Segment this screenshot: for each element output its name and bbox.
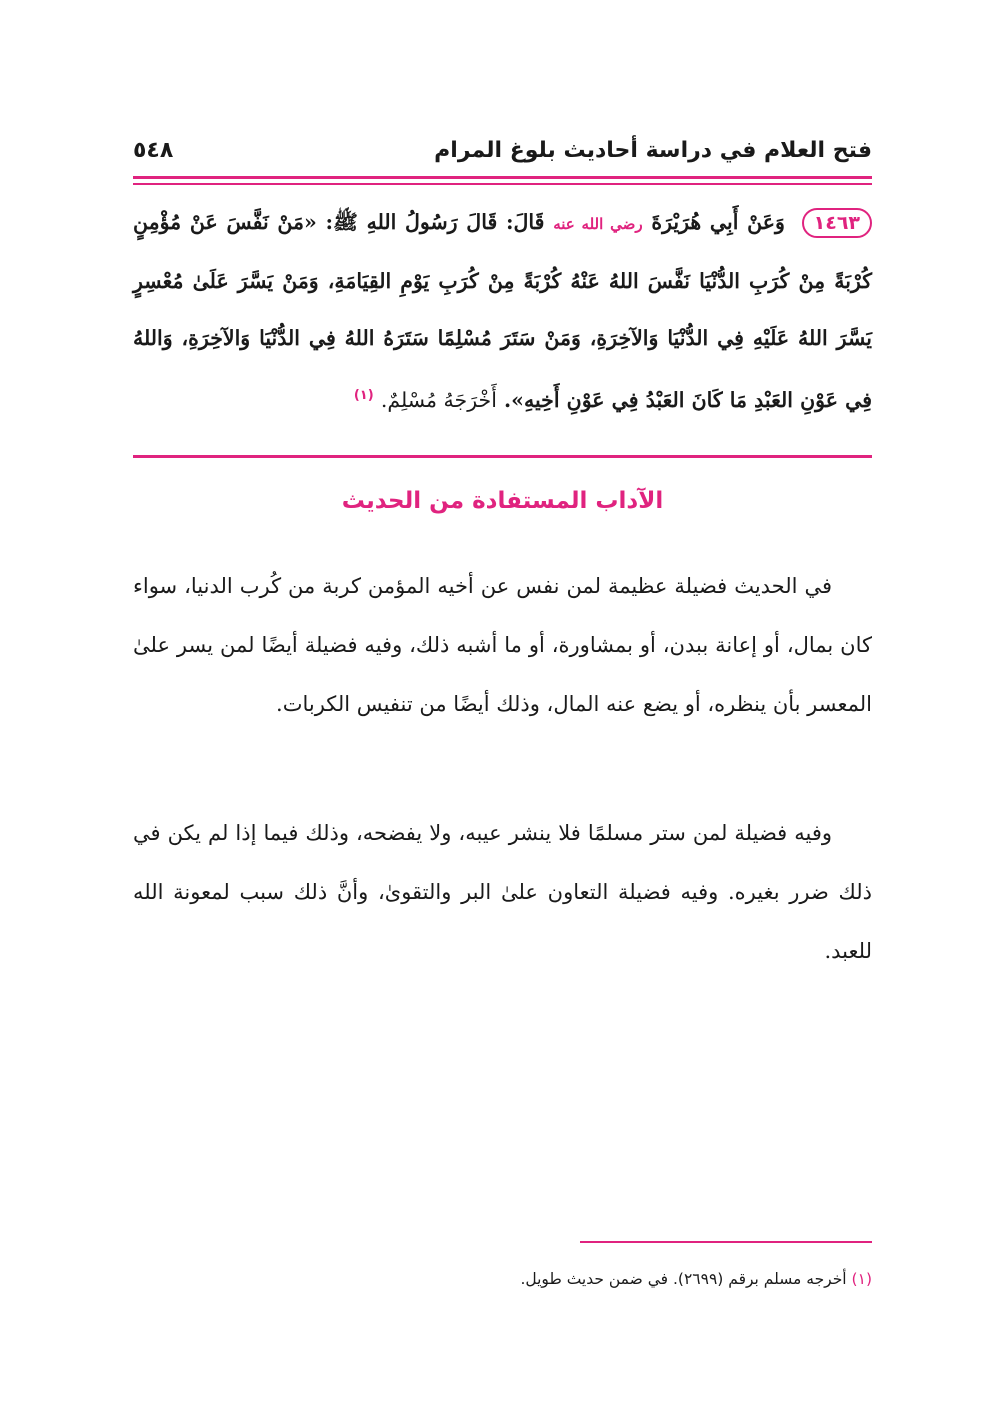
hadith-divider — [133, 455, 872, 458]
hadith-source: أَخْرَجَهُ مُسْلِمٌ. — [380, 387, 497, 412]
honorific-glyph: رضي الله عنه — [553, 215, 643, 233]
section-title: الآداب المستفادة من الحديث — [341, 488, 664, 514]
footnote — [133, 1270, 872, 1288]
hadith-narration-intro: قَالَ: قَالَ رَسُولُ اللهِ ﷺ: — [325, 210, 545, 234]
hadith-text: «مَنْ نَفَّسَ عَنْ مُؤْمِنٍ كُرْبَةً مِنْ كُرَبِ الدُّنْيَا نَفَّسَ اللهُ عَنْهُ كُرْبَةً مِنْ كُرَبِ يَوْمِ القِيَامَةِ، وَمَنْ يَسَّرَ عَلَىٰ مُعْسِرٍ يَسَّرَ اللهُ عَلَيْهِ فِي الدُّنْيَا وَالآخِرَةِ، وَمَنْ سَتَرَ مُسْلِمًا سَتَرَهُ اللهُ فِي الدُّنْيَا وَالآخِرَةِ، وَاللهُ فِي عَوْنِ العَبْدِ مَا كَانَ العَبْدُ فِي عَوْنِ أَخِيهِ». — [133, 210, 872, 412]
footnote-text: أخرجه مسلم برقم (٢٦٩٩). في ضمن حديث طويل. — [520, 1270, 847, 1288]
page-number: ٥٤٨ — [133, 137, 174, 163]
paragraph-1: في الحديث فضيلة عظيمة لمن نفس عن أخيه المؤمن كربة من كُرب الدنيا، سواء كان بمال، أو إعانة ببدن، أو بمشاورة، أو ما أشبه ذلك، وفيه فضيلة أيضًا لمن يسر علىٰ المعسر بأن ينظره، أو يضع عنه المال، وذلك أيضًا من تنفيس الكربات. — [133, 574, 872, 716]
hadith-opening: وَعَنْ أَبِي هُرَيْرَةَ — [651, 210, 785, 234]
footnote-marker: (١) — [851, 1270, 872, 1288]
book-title: فتح العلام في دراسة أحاديث بلوغ المرام — [434, 137, 872, 163]
paragraph-2: وفيه فضيلة لمن ستر مسلمًا فلا ينشر عيبه، ولا يفضحه، وذلك فيما إذا لم يكن في ذلك ضرر بغيره. وفيه فضيلة التعاون علىٰ البر والتقوىٰ، وأنَّ ذلك سبب لمعونة الله للعبد. — [133, 821, 872, 963]
page-header — [133, 128, 872, 172]
header-divider-top — [133, 176, 872, 179]
footnote-reference[interactable]: (١) — [353, 388, 374, 403]
hadith-block — [133, 194, 872, 429]
footnote-divider — [580, 1241, 872, 1243]
header-divider-bottom — [133, 183, 872, 185]
hadith-number-badge: ١٤٦٣ — [802, 208, 872, 238]
